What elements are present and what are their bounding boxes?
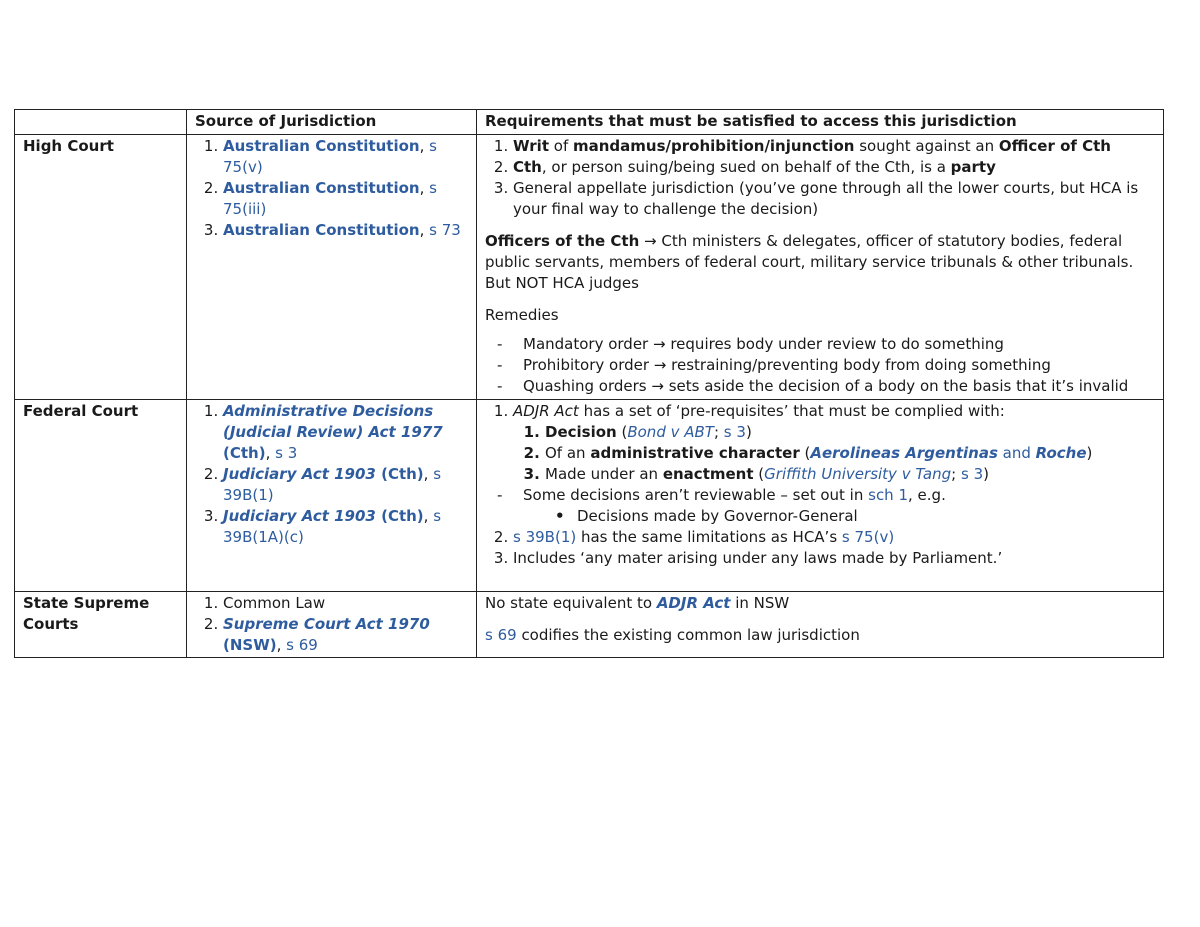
text-run: Bond v ABT xyxy=(627,423,714,441)
source-sep: , xyxy=(419,179,430,197)
list-item: 1. Common Law xyxy=(223,593,468,614)
header-source: Source of Jurisdiction xyxy=(187,110,477,135)
source-sep: , xyxy=(419,221,430,239)
text-run: Griffith University v Tang xyxy=(764,465,952,483)
text-run: ) xyxy=(745,423,752,441)
source-title: Australian Constitution xyxy=(223,137,420,155)
text-run: ; xyxy=(713,423,724,441)
remedy-name: Quashing orders xyxy=(523,377,647,395)
state-line-2 xyxy=(485,625,1155,646)
source-sep: , xyxy=(423,507,434,525)
list-item xyxy=(523,334,1155,355)
remedy-desc: restraining/preventing body from doing something xyxy=(671,356,1051,374)
list-item xyxy=(545,464,1155,485)
state-courts-sources xyxy=(187,592,477,658)
high-court-requirements xyxy=(477,135,1164,400)
text-run: ) xyxy=(1086,444,1093,462)
source-juris: (Cth) xyxy=(375,507,424,525)
table-row-federal-court xyxy=(15,400,1164,592)
text-run: Writ xyxy=(513,137,549,155)
source-title: Australian Constitution xyxy=(223,179,420,197)
arrow-icon: → xyxy=(649,356,672,374)
text-run: Decision xyxy=(545,423,617,441)
text-run: has the same limitations as HCA’s xyxy=(576,528,842,546)
text-run: Made under an xyxy=(545,465,663,483)
source-section: s 69 xyxy=(286,636,318,654)
text-run: ) xyxy=(983,465,989,483)
header-empty-cell xyxy=(15,110,187,135)
text-run: Roche xyxy=(1035,444,1087,462)
remedies-list xyxy=(485,334,1155,397)
text-run: ( xyxy=(799,444,811,462)
text-run: s 69 xyxy=(485,626,517,644)
text-run: ADJR Act xyxy=(513,402,579,420)
source-juris: (NSW) xyxy=(223,636,277,654)
list-item xyxy=(523,355,1155,376)
arrow-icon: → xyxy=(646,377,669,395)
text-run: in NSW xyxy=(730,594,790,612)
source-title: Administrative Decisions (Judicial Review) Act 1977 xyxy=(223,402,443,441)
arrow-icon: → xyxy=(648,335,671,353)
source-section: s 39B(1A)(c) xyxy=(223,507,442,546)
officers-text: Cth ministers & delegates, officer of statutory bodies, federal public servants, members of federal court, military service tribunals & other tribunals. But NOT HCA judges xyxy=(485,232,1134,292)
text-run: , e.g. xyxy=(908,486,946,504)
source-sep: , xyxy=(276,636,287,654)
text-run: mandamus/prohibition/injunction xyxy=(573,137,855,155)
text-run: sought against an xyxy=(854,137,999,155)
list-item: • Decisions made by Governor-General xyxy=(577,506,1155,527)
text-run: Of an xyxy=(545,444,591,462)
list-item xyxy=(223,220,468,241)
text-run: enactment xyxy=(662,465,754,483)
text-run: administrative character xyxy=(590,444,800,462)
source-sep: , xyxy=(419,137,430,155)
source-section: s 39B(1) xyxy=(223,465,442,504)
text-run: codifies the existing common law jurisdiction xyxy=(516,626,860,644)
non-reviewable-note xyxy=(485,485,1155,506)
source-section: s 75(v) xyxy=(223,137,437,176)
text-run: ( xyxy=(753,465,765,483)
list-item xyxy=(545,443,1155,464)
text-run: ; xyxy=(951,465,961,483)
text-run: of xyxy=(549,137,573,155)
text-run: Cth xyxy=(513,158,542,176)
state-line-1 xyxy=(485,593,1155,614)
text-run: s 75(v) xyxy=(841,528,895,546)
source-section: s 73 xyxy=(429,221,461,239)
text-run: s 3 xyxy=(960,465,984,483)
text-run: Officer of Cth xyxy=(998,137,1111,155)
list-item xyxy=(523,376,1155,397)
officers-paragraph xyxy=(485,231,1155,294)
text-run: has a set of ‘pre-requisites’ that must be complied with: xyxy=(578,402,1005,420)
table-row-state-courts xyxy=(15,592,1164,658)
table-header-row xyxy=(15,110,1164,135)
remedy-desc: requires body under review to do something xyxy=(670,335,1004,353)
remedies-label: Remedies xyxy=(485,306,559,324)
prerequisites-list xyxy=(485,422,1155,485)
source-section: s 3 xyxy=(275,444,298,462)
list-item xyxy=(223,464,468,506)
list-item xyxy=(223,506,468,548)
source-sep: , xyxy=(265,444,276,462)
arrow-icon: → xyxy=(639,232,662,250)
source-juris: (Cth) xyxy=(223,444,266,462)
table-row-high-court xyxy=(15,135,1164,400)
list-item xyxy=(513,401,1155,422)
text-run: s 39B(1) xyxy=(513,528,577,546)
source-title: Supreme Court Act 1970 xyxy=(223,615,430,633)
list-item: 3. General appellate jurisdiction (you’ve gone through all the lower courts, but HCA is your final way to challenge the decision) xyxy=(513,178,1155,220)
list-item xyxy=(223,401,468,464)
federal-court-requirements xyxy=(477,400,1164,592)
row-label-state-courts: State Supreme Courts xyxy=(15,592,187,658)
text-run: ADJR Act xyxy=(656,594,731,612)
list-item xyxy=(513,527,1155,548)
remedy-name: Mandatory order xyxy=(523,335,649,353)
text-run: party xyxy=(950,158,996,176)
list-item xyxy=(223,614,468,656)
list-item: 3. Includes ‘any mater arising under any laws made by Parliament.’ xyxy=(513,548,1155,569)
high-court-sources xyxy=(187,135,477,400)
source-section: s 75(iii) xyxy=(223,179,437,218)
text-run: and xyxy=(997,444,1036,462)
list-item xyxy=(223,136,468,178)
row-label-federal-court: Federal Court xyxy=(15,400,187,592)
text-run: Aerolineas Argentinas xyxy=(810,444,998,462)
text-run: , or person suing/being sued on behalf of the Cth, is a xyxy=(541,158,951,176)
officers-label: Officers of the Cth xyxy=(485,232,640,250)
text-run: ( xyxy=(616,423,628,441)
source-title: Australian Constitution xyxy=(223,221,420,239)
header-requirements: Requirements that must be satisfied to access this jurisdiction xyxy=(477,110,1164,135)
source-title: Judiciary Act 1903 xyxy=(223,507,376,525)
text-run: Some decisions aren’t reviewable – set out in xyxy=(523,486,869,504)
examples-list xyxy=(485,506,1155,527)
text-run: s 3 xyxy=(723,423,746,441)
remedy-desc: sets aside the decision of a body on the basis that it’s invalid xyxy=(668,377,1129,395)
source-sep: , xyxy=(423,465,434,483)
source-juris: (Cth) xyxy=(375,465,424,483)
state-courts-requirements xyxy=(477,592,1164,658)
list-item xyxy=(513,136,1155,157)
text-run: sch 1 xyxy=(868,486,909,504)
jurisdiction-table xyxy=(14,109,1164,658)
list-item xyxy=(545,422,1155,443)
list-item xyxy=(223,178,468,220)
text-run: No state equivalent to xyxy=(485,594,657,612)
row-label-high-court: High Court xyxy=(15,135,187,400)
source-title: Judiciary Act 1903 xyxy=(223,465,376,483)
remedy-name: Prohibitory order xyxy=(523,356,650,374)
federal-court-sources xyxy=(187,400,477,592)
list-item xyxy=(513,157,1155,178)
